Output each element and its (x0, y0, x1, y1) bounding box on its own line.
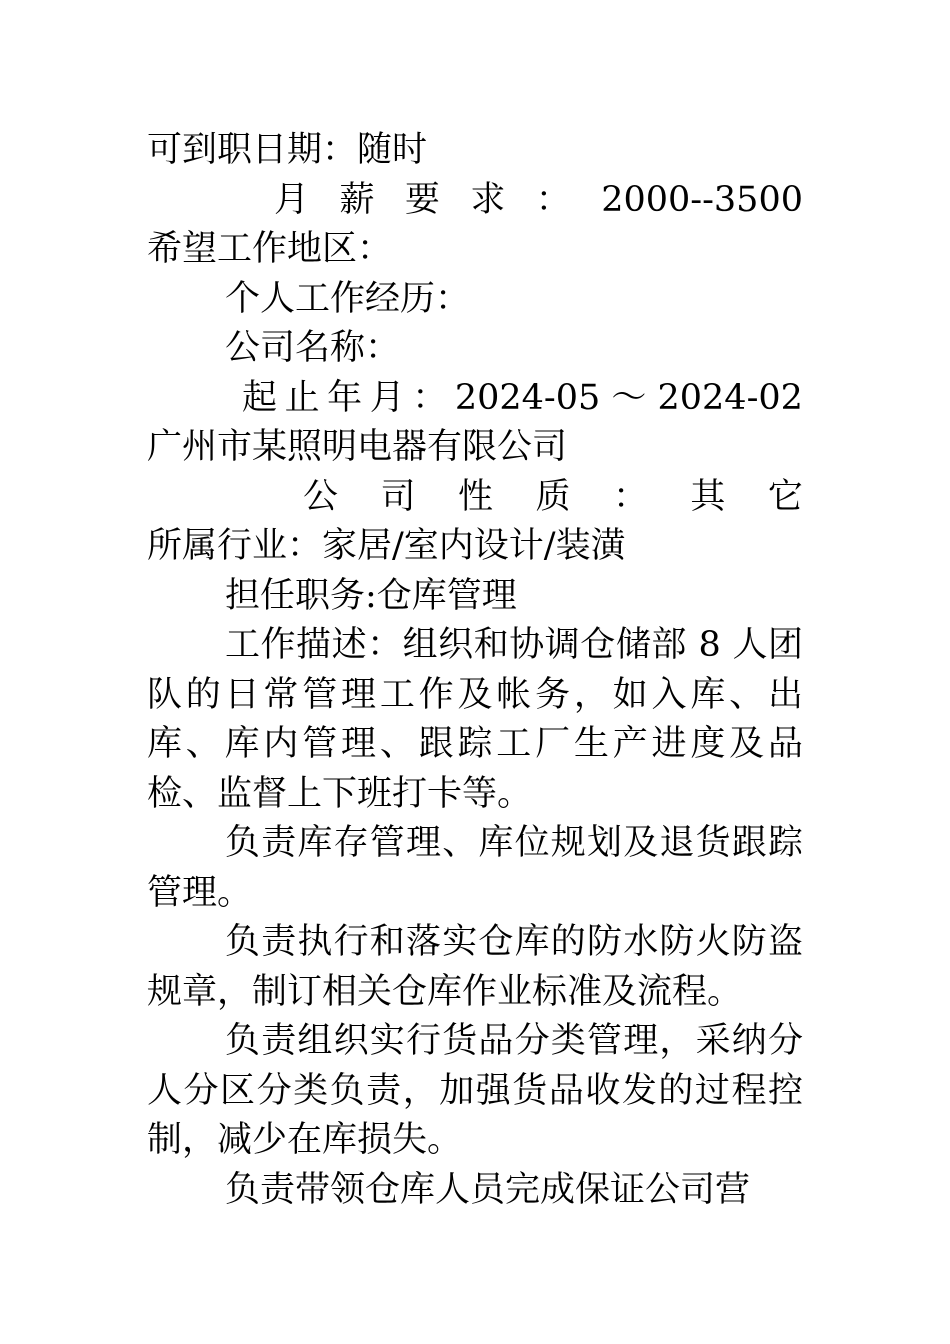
salary-line (147, 176, 803, 226)
nature-char: 其 (690, 476, 726, 517)
description-paragraph: 负责执行和落实仓库的防水防火防盗规章，制订相关仓库作业标准及流程。 (147, 922, 803, 1012)
period-char: ： (412, 377, 448, 418)
period-char: 起 (242, 377, 278, 418)
description-paragraph: 工作描述：组织和协调仓储部 8 人团队的日常管理工作及帐务，如入库、出库、库内管理、跟踪工厂生产进度及品检、监督上下班打卡等。 (147, 625, 803, 814)
work-history-heading: 个人工作经历： (225, 278, 471, 319)
nature-line (147, 473, 803, 523)
nature-char: 性 (457, 476, 493, 517)
period-line (147, 374, 803, 424)
position-line: 担任职务:仓库管理 (225, 575, 517, 616)
salary-char: 月 (274, 179, 310, 220)
available-date-line: 可到职日期：随时 (147, 130, 428, 170)
company-line: 广州市某照明电器有限公司 (147, 427, 568, 467)
salary-value: 2000--3500 (601, 179, 803, 220)
description-paragraph: 负责带领仓库人员完成保证公司营 (225, 1169, 751, 1210)
location-line: 希望工作地区： (147, 229, 393, 269)
company-name-line: 公司名称： (225, 328, 401, 368)
description-paragraph: 负责组织实行货品分类管理，采纳分人分区分类负责，加强货品收发的过程控制，减少在库损失。 (147, 1021, 803, 1160)
period-char: 月 (369, 377, 405, 418)
nature-char: 质 (535, 476, 571, 517)
period-value: 2024-05 ～ 2024-02 (454, 377, 803, 418)
salary-char: ： (535, 179, 571, 220)
salary-char: 薪 (339, 179, 375, 220)
industry-line: 所属行业：家居/室内设计/装潢 (147, 526, 626, 566)
nature-char: ： (612, 476, 648, 517)
nature-char: 它 (767, 476, 803, 517)
period-char: 年 (327, 377, 363, 418)
period-char: 止 (284, 377, 320, 418)
nature-char: 公 (303, 476, 339, 517)
salary-char: 求 (470, 179, 506, 220)
document-page (147, 126, 803, 1215)
description-paragraph: 负责库存管理、库位规划及退货跟踪管理。 (147, 823, 803, 913)
nature-char: 司 (380, 476, 416, 517)
salary-char: 要 (404, 179, 440, 220)
